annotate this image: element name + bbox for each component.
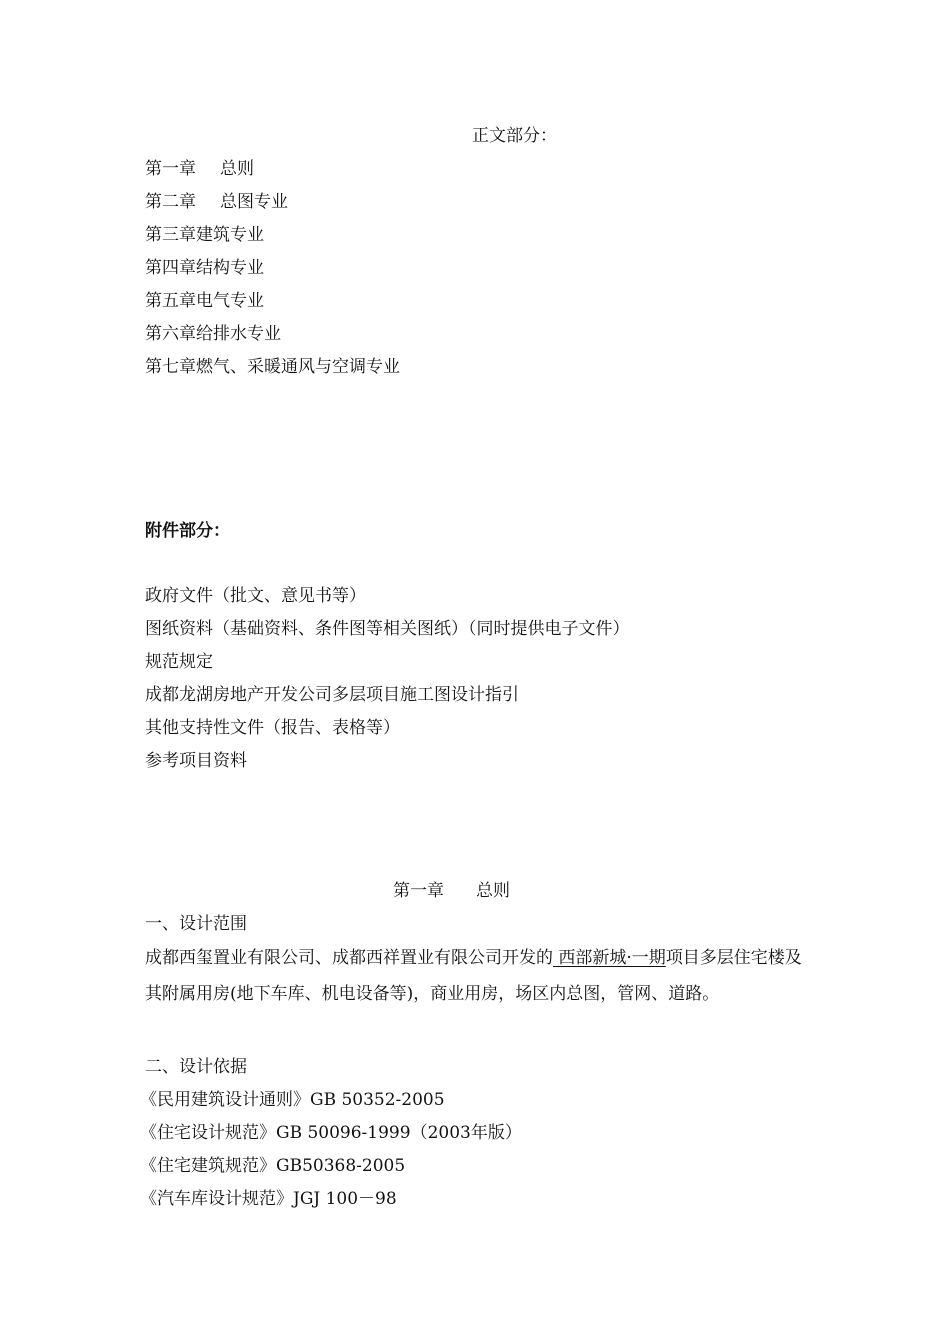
- basis-item: 《住宅设计规范》GB 50096-1999（2003年版）: [140, 1123, 522, 1143]
- scope-paragraph: [145, 940, 815, 1012]
- main-section-title: 正文部分：: [472, 126, 557, 146]
- toc-chapter-2-num: 第二章: [145, 192, 196, 212]
- appendix-item: 其他支持性文件（报告、表格等）: [145, 718, 400, 738]
- appendix-item: 政府文件（批文、意见书等）: [145, 586, 366, 606]
- appendix-item: 成都龙湖房地产开发公司多层项目施工图设计指引: [145, 685, 519, 705]
- toc-chapter-2: [145, 190, 288, 214]
- toc-chapter-1-name: 总则: [220, 159, 254, 179]
- scope-heading: 一、设计范围: [145, 914, 247, 934]
- toc-chapter-1-num: 第一章: [145, 159, 196, 179]
- toc-chapter-3: 第三章建筑专业: [145, 225, 264, 245]
- appendix-item: 规范规定: [145, 652, 213, 672]
- chapter-one-name: 总则: [476, 881, 510, 901]
- chapter-one-num: 第一章: [393, 881, 444, 901]
- basis-item: 《汽车库设计规范》JGJ 100－98: [140, 1189, 397, 1209]
- basis-heading: 二、设计依据: [145, 1057, 247, 1077]
- toc-chapter-4: 第四章结构专业: [145, 258, 264, 278]
- appendix-item: 图纸资料（基础资料、条件图等相关图纸）（同时提供电子文件）: [145, 619, 630, 639]
- basis-item: 《住宅建筑规范》GB50368-2005: [140, 1156, 406, 1176]
- toc-chapter-7: 第七章燃气、采暖通风与空调专业: [145, 357, 400, 377]
- chapter-one-heading: [393, 879, 510, 903]
- scope-project-name: 西部新城·一期: [553, 948, 666, 968]
- scope-text-before: 成都西玺置业有限公司、成都西祥置业有限公司开发的: [145, 948, 553, 968]
- toc-chapter-2-name: 总图专业: [220, 192, 288, 212]
- toc-chapter-1: [145, 157, 254, 181]
- toc-chapter-6: 第六章给排水专业: [145, 324, 281, 344]
- appendix-item: 参考项目资料: [145, 751, 247, 771]
- toc-chapter-5: 第五章电气专业: [145, 291, 264, 311]
- scope-text-after: 项目多层住宅楼及其附属用房(地下车库、机电设备等)，商业用房，场区内总图，管网、道路。: [145, 948, 802, 1004]
- basis-item: 《民用建筑设计通则》GB 50352-2005: [140, 1090, 445, 1110]
- appendix-section-title: 附件部分：: [145, 521, 230, 541]
